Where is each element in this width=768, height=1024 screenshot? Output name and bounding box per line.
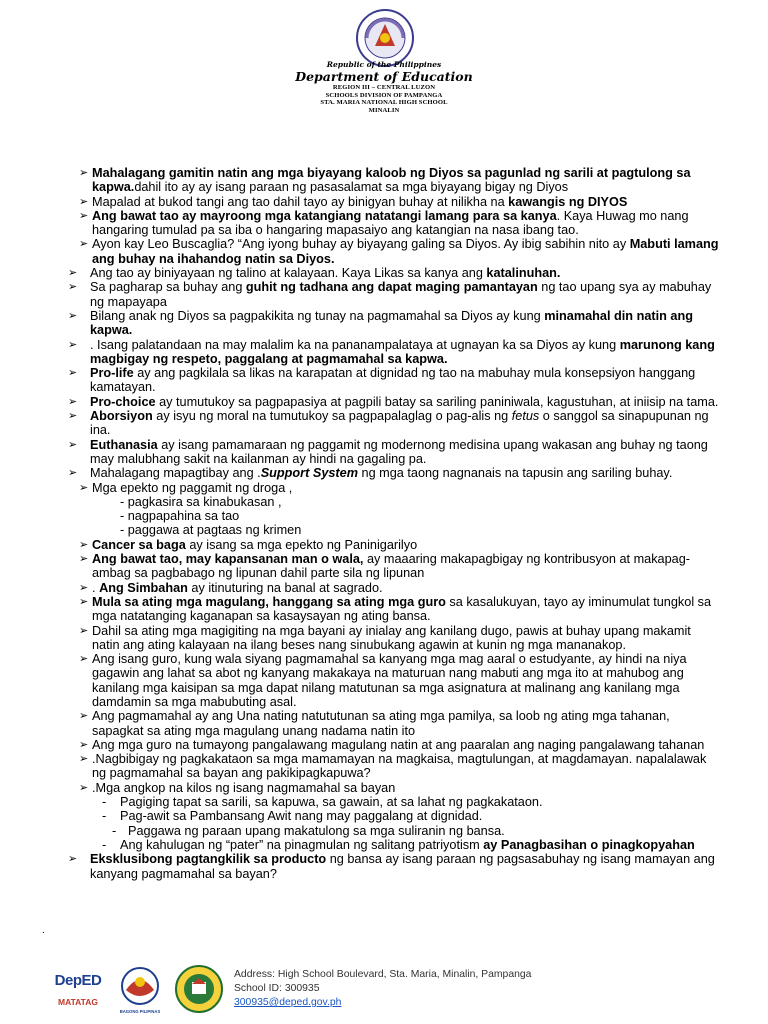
arrow-bullet-icon: ➢ [79, 538, 89, 551]
arrow-bullet-icon: ➢ [79, 753, 89, 766]
stray-dot: . [42, 925, 45, 936]
town-line: MINALIN [368, 106, 400, 114]
list-item: ➢ .Nagbibigay ng pagkakataon sa mga mamamayan na magkaisa, magtulungan, at magdamayan. napalalawak ng pagmamahal sa bayan ang pakikipagkapuwa? [79, 752, 707, 781]
arrow-bullet-icon: ➢ [79, 738, 89, 751]
list-item: ➢ Sa pagharap sa buhay ang guhit ng tadhana ang dapat maging pamantayan ng tao upang sya ay mabuhay ng mapayapa [68, 280, 712, 309]
document-body [58, 166, 720, 881]
list-item: ➢ Ang mga guro na tumayong pangalawang magulang natin at ang paaralan ang naging pangalawang tahanan [79, 737, 705, 752]
list-item: ➢ . Isang palatandaan na may malalim ka na pananampalataya at ugnayan ka sa Diyos ay kung marunong kang magbigay ng respeto, paggalang at pagmamahal sa kapwa. [68, 337, 715, 366]
arrow-bullet-icon: ➢ [79, 481, 89, 494]
list-item: ➢ Ang isang guro, kung wala siyang pagmamahal sa kanyang mga mag aaral o estudyante, ay hindi na niya gagawin ang lahat sa abot ng kanyang makakaya na maturuan nang mabuti ang mga ito at mahubog ang kanilang mga kaisipan sa mga dapat nilang matutunan sa mga asignatura at malinang ang kanilang mga damdamin sa mga mabubuting asal. [79, 652, 687, 709]
sub-item: - nagpapahina sa tao [120, 509, 240, 524]
list-item: ➢ Aborsiyon ay isyu ng moral na tumutukoy sa pagpapalaglag o pag-alis ng fetus o sanggol sa sinapupunan ng ina. [68, 409, 709, 438]
list-item: ➢ Bilang anak ng Diyos sa pagpakikita ng tunay na pagmamahal sa Diyos ay kung minamahal din natin ang kapwa. [68, 308, 693, 338]
list-item: ➢ Mapalad at bukod tangi ang tao dahil tayo ay binigyan buhay at nilikha na kawangis ng DIYOS [79, 194, 628, 209]
list-item: ➢ Cancer sa baga ay isang sa mga epekto ng Paninigarilyo [79, 537, 418, 552]
list-item: ➢ Ang tao ay biniyayaan ng talino at kalayaan. Kaya Likas sa kanya ang katalinuhan. [68, 266, 561, 281]
sub-item: - Paggawa ng paraan upang makatulong sa mga suliranin ng bansa. [112, 823, 505, 838]
list-item: ➢ Pro-life ay ang pagkilala sa likas na karapatan at dignidad ng tao na mabuhay mula konsepsiyon hanggang kamatayan. [68, 366, 696, 395]
school-line: STA. MARIA NATIONAL HIGH SCHOOL [320, 99, 448, 107]
arrow-bullet-icon: ➢ [79, 595, 89, 608]
arrow-bullet-icon: ➢ [79, 553, 89, 566]
deped-seal-icon [353, 8, 417, 68]
arrow-bullet-icon: ➢ [68, 395, 78, 408]
matatag-logo-text: MATATAG [58, 997, 98, 1007]
republic-line: Republic of the Philippines [326, 60, 442, 69]
bagong-pilipinas-logo [118, 966, 162, 1016]
list-item: ➢ . Ang Simbahan ay itinuturing na banal at sagrado. [79, 580, 383, 595]
address-line: Address: High School Boulevard, Sta. Maria, Minalin, Pampanga [234, 969, 532, 980]
arrow-bullet-icon: ➢ [68, 467, 78, 480]
region-line: REGION III – CENTRAL LUZON [332, 84, 436, 91]
sub-item: - pagkasira sa kinabukasan , [120, 494, 282, 509]
list-item: ➢ Dahil sa ating mga magigiting na mga bayani ay inialay ang kanilang dugo, pawis at buhay upang makamit natin ang ating kalayaan na ilang beses nang sinubukang agawin at kunin ng mga mananakop. [79, 623, 691, 652]
list-item: ➢ .Mga angkop na kilos ng isang nagmamahal sa bayan - Pagiging tapat sa sarili, sa kapuwa, sa gawain, at sa lahat ng pagkakataon. - Pag-awit sa Pambansang Awit nang may paggalang at dignidad. - Paggawa ng paraan upang makatulong sa mga suliranin ng bansa. - Ang kahulugan ng “pater” na pinagmulan ng salitang patriyotism ay Panagbasihan o pinagkopyahan [58, 781, 720, 852]
list-item: ➢ Ang pagmamahal ay ang Una nating natututunan sa ating mga pamilya, sa loob ng ating mga tahanan, sapagkat sa ating mga magulang unang nadama natin ito [79, 709, 670, 738]
footer [0, 960, 768, 1020]
arrow-bullet-icon: ➢ [79, 167, 89, 179]
arrow-bullet-icon: ➢ [68, 267, 78, 280]
sub-item: - Ang kahulugan ng “pater” na pinagmulan ng salitang patriyotism ay Panagbasihan o pinagkopyahan [102, 837, 695, 852]
list-item: ➢ Pro-choice ay tumutukoy sa pagpapasiya at pagpili batay sa sariling paniniwala, kagustuhan, at iniisip na tama. [68, 394, 719, 409]
arrow-bullet-icon: ➢ [68, 281, 78, 294]
school-seal-icon [174, 964, 224, 1014]
arrow-bullet-icon: ➢ [79, 653, 89, 666]
letterhead [0, 60, 768, 114]
list-item: ➢ Mula sa ating mga magulang, hanggang sa ating mga guro sa kasalukuyan, tayo ay iminumulat tungkol sa mga natatanging kaganapan sa kasaysayan ng ating bansa. [79, 594, 712, 624]
deped-matatag-logo [48, 972, 108, 1016]
sub-item: - Pagiging tapat sa sarili, sa kapuwa, sa gawain, at sa lahat ng pagkakataon. [102, 795, 543, 810]
sub-item: - Pag-awit sa Pambansang Awit nang may paggalang at dignidad. [102, 809, 483, 824]
school-contact [234, 968, 531, 1010]
arrow-bullet-icon: ➢ [68, 853, 78, 866]
arrow-bullet-icon: ➢ [79, 581, 89, 594]
arrow-bullet-icon: ➢ [68, 367, 78, 380]
arrow-bullet-icon: ➢ [79, 710, 89, 723]
arrow-bullet-icon: ➢ [79, 781, 89, 794]
list-item: ➢ Ang bawat tao ay mayroong mga katangiang natatangi lamang para sa kanya. Kaya Huwag mo nang hangaring tumulad pa sa iba o hangaring mapasaiyo ang katangian na nasa ibang tao. [79, 208, 689, 238]
email-link[interactable]: 300935@deped.gov.ph [234, 997, 342, 1008]
division-line: SCHOOLS DIVISION OF PAMPANGA [325, 91, 443, 99]
bagong-pilipinas-label: BAGONG PILIPINAS [119, 1009, 161, 1014]
list-item: ➢ Eksklusibong pagtangkilik sa producto ng bansa ay isang paraan ng pagsasabuhay ng isang mamayan ang kanyang pagmamahal sa bayan? [68, 852, 715, 881]
arrow-bullet-icon: ➢ [68, 438, 78, 451]
department-name: Department of Education [295, 69, 473, 84]
arrow-bullet-icon: ➢ [79, 209, 89, 222]
list-item: ➢ Mahalagang gamitin natin ang mga biyayang kaloob ng Diyos sa pagunlad ng sarili at pagtulong sa kapwa.dahil ito ay ay isang paraan ng pasasalamat sa mga biyayang bigay ng Diyos [79, 166, 691, 195]
arrow-bullet-icon: ➢ [68, 309, 78, 322]
arrow-bullet-icon: ➢ [79, 195, 89, 208]
list-item: ➢ Ang bawat tao, may kapansanan man o wala, ay maaaring makapagbigay ng kontribusyon at makapag- ambag sa pagbabago ng lipunan dahil parte sila ng lipunan [79, 552, 690, 581]
sub-item: - paggawa at pagtaas ng krimen [120, 523, 302, 538]
arrow-bullet-icon: ➢ [79, 238, 89, 251]
arrow-bullet-icon: ➢ [79, 624, 89, 637]
list-item: ➢ Mahalagang mapagtibay ang .Support System ng mga taong nagnanais na tapusin ang sariling buhay. [68, 466, 673, 481]
arrow-bullet-icon: ➢ [68, 410, 78, 423]
list-item: ➢ Mga epekto ng paggamit ng droga , - pagkasira sa kinabukasan , - nagpapahina sa tao - paggawa at pagtaas ng krimen [58, 481, 720, 538]
list-item: ➢ Ayon kay Leo Buscaglia? “Ang iyong buhay ay biyayang galing sa Diyos. Ay ibig sabihin nito ay Mabuti lamang ang buhay na ihahandog natin sa Diyos. [79, 237, 719, 266]
deped-logo-text: DepED [54, 972, 102, 989]
arrow-bullet-icon: ➢ [68, 338, 78, 351]
school-id-line: School ID: 300935 [234, 983, 320, 994]
list-item: ➢ Euthanasia ay isang pamamaraan ng paggamit ng modernong medisina upang wakasan ang buhay ng taong may malubhang sakit na kailanman ay hindi na gagaling pa. [68, 437, 708, 466]
